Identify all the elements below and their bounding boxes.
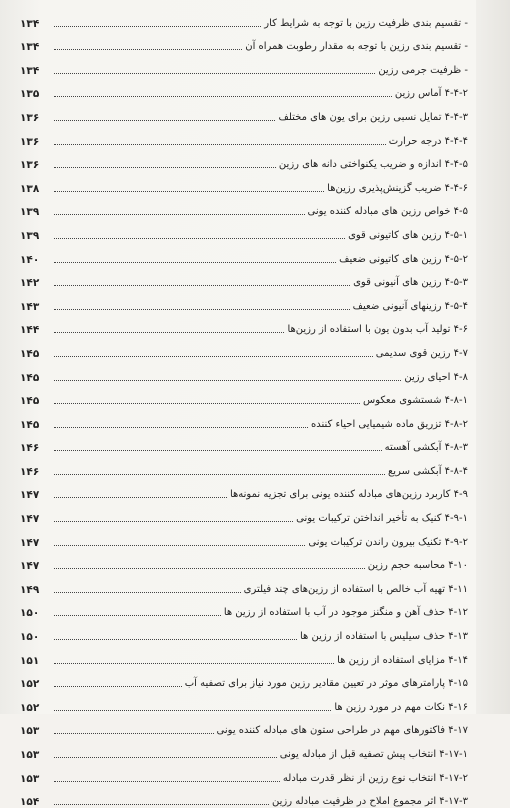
toc-entry: [20, 360, 468, 384]
toc-entry-title: ۴-۸ احیای رزین: [404, 371, 468, 383]
toc-entry: [20, 478, 468, 502]
toc-entry-title: ۴-۴-۴ درجه حرارت: [388, 135, 468, 147]
toc-entry-page: ۱۵۳: [20, 749, 40, 761]
toc-entry: [20, 761, 468, 785]
toc-entry-page: ۱۴۶: [20, 465, 40, 478]
toc-entry: [20, 572, 468, 596]
dot-leader: [54, 615, 221, 616]
toc-entry: [20, 525, 468, 549]
toc-entry-title: ۴-۴-۶ ضریب گزینش‌پذیری رزین‌ها: [327, 182, 468, 194]
toc-entry-title: ۴-۸-۳ آبکشی آهسته: [384, 442, 468, 454]
toc-entry-page: ۱۴۶: [20, 442, 40, 455]
toc-entry-title: ۴-۱۷-۱ انتخاب پیش تصفیه قبل از مبادله یونی: [279, 749, 468, 760]
dot-leader: [54, 309, 350, 310]
toc-entry-title: ۴-۱۱ تهیه آب خالص با استفاده از رزین‌های چند فیلتری: [243, 583, 468, 595]
dot-leader: [54, 521, 293, 522]
toc-entry-title: ۴-۴-۵ اندازه و ضریب یکنواختی دانه های رزین: [278, 159, 468, 171]
toc-entry: [20, 336, 468, 360]
toc-entry: [20, 148, 468, 172]
toc-entry-title: ۴-۱۵ پارامترهای موثر در تعیین مقادیر رزین مورد نیاز برای تصفیه آب: [184, 678, 468, 690]
toc-entry-title: ۴-۸-۱ شستشوی معکوس: [362, 395, 468, 407]
dot-leader: [54, 191, 324, 192]
toc-entry-page: ۱۳۸: [20, 182, 40, 195]
dot-leader: [54, 663, 334, 664]
toc-entry: [20, 313, 468, 337]
toc-entry-page: ۱۵۰: [20, 607, 40, 620]
toc-entry-title: ۴-۵-۱ رزین های کاتیونی قوی: [348, 229, 468, 241]
toc-entry-title: - تقسیم بندی رزین با توجه به مقدار رطوبت همراه آن: [245, 41, 468, 53]
toc-entry: [20, 643, 468, 667]
dot-leader: [54, 427, 308, 428]
toc-entry-title: ۴-۵-۳ رزین های آنیونی قوی: [353, 277, 468, 289]
toc-entry: [20, 266, 468, 290]
dot-leader: [54, 262, 336, 263]
toc-entry-page: ۱۳۹: [20, 229, 40, 242]
toc-entry-page: ۱۵۳: [20, 725, 40, 738]
toc-entry-page: ۱۳۶: [20, 111, 40, 124]
toc-entry-title: ۴-۶ تولید آب بدون یون با استفاده از رزین‌ها: [287, 324, 468, 336]
dot-leader: [54, 380, 401, 381]
dot-leader: [54, 26, 261, 27]
dot-leader: [54, 332, 284, 333]
dot-leader: [54, 474, 385, 475]
toc-entry-page: ۱۳۶: [20, 159, 40, 172]
toc-entry-page: ۱۴۹: [20, 583, 40, 596]
toc-entry: [20, 6, 468, 30]
dot-leader: [54, 686, 182, 687]
toc-entry-page: ۱۳۴: [20, 41, 40, 54]
toc-entry-title: ۴-۱۳ حذف سیلیس با استفاده از رزین ها: [299, 631, 468, 643]
toc-entry-title: ۴-۵-۲ رزین های کاتیونی ضعیف: [339, 253, 468, 265]
toc-entry: [20, 384, 468, 408]
dot-leader: [54, 144, 386, 145]
toc-entry: [20, 737, 468, 761]
toc-entry: [20, 549, 468, 573]
dot-leader: [54, 238, 345, 239]
toc-entry-title: ۴-۱۷-۲ انتخاب نوع رزین از نظر قدرت مبادله: [282, 772, 468, 784]
toc-entry-title: ۴-۱۷-۳ اثر مجموع املاح در ظرفیت مبادله رزین: [271, 796, 468, 808]
toc-entry: [20, 124, 468, 148]
table-of-contents: [20, 6, 468, 808]
dot-leader: [54, 497, 227, 498]
toc-entry-page: ۱۵۲: [20, 678, 40, 691]
dot-leader: [54, 167, 276, 168]
toc-entry-title: ۴-۵ خواص رزین های مبادله کننده یونی: [307, 206, 468, 218]
toc-entry-title: ۴-۴-۲ آماس رزین: [394, 88, 468, 100]
toc-entry: [20, 596, 468, 620]
toc-entry-page: ۱۴۰: [20, 253, 40, 266]
toc-entry-title: ۴-۱۰ محاسبه حجم رزین: [367, 560, 468, 572]
toc-entry-page: ۱۴۷: [20, 513, 40, 526]
toc-entry: [20, 619, 468, 643]
toc-entry: [20, 30, 468, 54]
dot-leader: [54, 710, 331, 711]
toc-entry-page: ۱۴۷: [20, 560, 40, 573]
toc-entry: [20, 714, 468, 738]
toc-entry-title: - ظرفیت جرمی رزین: [378, 64, 468, 76]
dot-leader: [54, 120, 275, 121]
toc-entry-page: ۱۴۵: [20, 371, 40, 384]
toc-entry-title: ۴-۹-۲ تکنیک بیرون راندن ترکیبات یونی: [308, 536, 468, 548]
dot-leader: [54, 592, 241, 593]
dot-leader: [54, 285, 350, 286]
toc-entry-page: ۱۳۹: [20, 206, 40, 219]
dot-leader: [54, 73, 375, 74]
toc-entry: [20, 218, 468, 242]
toc-entry-title: - تقسیم بندی ظرفیت رزین با توجه به شرایط کار: [264, 17, 468, 29]
dot-leader: [54, 214, 305, 215]
toc-entry-page: ۱۳۵: [20, 88, 40, 101]
toc-entry-title: ۴-۹-۱ کنیک به تأخیر انداختن ترکیبات یونی: [296, 513, 468, 525]
toc-entry-title: ۴-۷ رزین قوی سدیمی: [375, 347, 468, 359]
toc-entry-page: ۱۵۲: [20, 701, 40, 714]
toc-entry-page: ۱۵۴: [20, 796, 40, 808]
toc-entry-title: ۴-۸-۴ آبکشی سریع: [387, 465, 468, 477]
toc-entry: [20, 289, 468, 313]
dot-leader: [54, 49, 242, 50]
toc-entry-title: ۴-۱۴ مزایای استفاده از رزین ها: [337, 654, 468, 666]
toc-entry-page: ۱۴۵: [20, 395, 40, 408]
toc-entry-page: ۱۵۱: [20, 654, 40, 667]
toc-entry: [20, 407, 468, 431]
toc-entry: [20, 171, 468, 195]
toc-entry-title: ۴-۸-۲ تزریق ماده شیمیایی احیاء کننده: [311, 418, 468, 430]
toc-entry-page: ۱۵۰: [20, 631, 40, 644]
toc-entry: [20, 690, 468, 714]
toc-entry-title: ۴-۴-۳ تمایل نسبی رزین برای یون های مختلف: [278, 111, 468, 123]
toc-entry-title: ۴-۹ کاربرد رزین‌های مبادله کننده یونی برای تجزیه نمونه‌ها: [229, 489, 468, 501]
dot-leader: [54, 733, 214, 734]
toc-entry: [20, 785, 468, 808]
toc-entry: [20, 431, 468, 455]
dot-leader: [54, 450, 382, 451]
toc-entry: [20, 501, 468, 525]
dot-leader: [54, 804, 269, 805]
toc-entry-page: ۱۳۴: [20, 64, 40, 77]
toc-entry-page: ۱۴۷: [20, 489, 40, 502]
toc-entry: [20, 242, 468, 266]
dot-leader: [54, 639, 297, 640]
toc-entry-page: ۱۴۴: [20, 324, 40, 337]
toc-entry: [20, 667, 468, 691]
dot-leader: [54, 403, 360, 404]
toc-entry-page: ۱۳۴: [20, 17, 40, 30]
toc-entry-page: ۱۴۵: [20, 347, 40, 360]
toc-entry-page: ۱۳۶: [20, 135, 40, 148]
dot-leader: [54, 356, 373, 357]
toc-entry-page: ۱۵۳: [20, 772, 40, 785]
toc-entry-page: ۱۴۳: [20, 300, 40, 313]
toc-entry-page: ۱۴۲: [20, 277, 40, 290]
toc-entry-title: ۴-۱۷ فاکتورهای مهم در طراحی ستون های مبادله کننده یونی: [216, 725, 468, 737]
dot-leader: [54, 781, 280, 782]
toc-entry-title: ۴-۱۶ نکات مهم در مورد رزین ها: [334, 701, 468, 713]
toc-entry: [20, 195, 468, 219]
page-edge: [476, 0, 510, 714]
toc-entry-page: ۱۴۷: [20, 536, 40, 549]
toc-entry: [20, 53, 468, 77]
toc-entry: [20, 100, 468, 124]
toc-entry: [20, 454, 468, 478]
toc-entry-page: ۱۴۵: [20, 418, 40, 431]
toc-entry: [20, 77, 468, 101]
dot-leader: [54, 96, 392, 97]
dot-leader: [54, 568, 365, 569]
dot-leader: [54, 757, 277, 758]
dot-leader: [54, 545, 305, 546]
toc-entry-title: ۴-۵-۴ رزینهای آنیونی ضعیف: [352, 300, 468, 312]
toc-entry-title: ۴-۱۲ حذف آهن و منگنز موجود در آب با استفاده از رزین ها: [223, 607, 468, 619]
